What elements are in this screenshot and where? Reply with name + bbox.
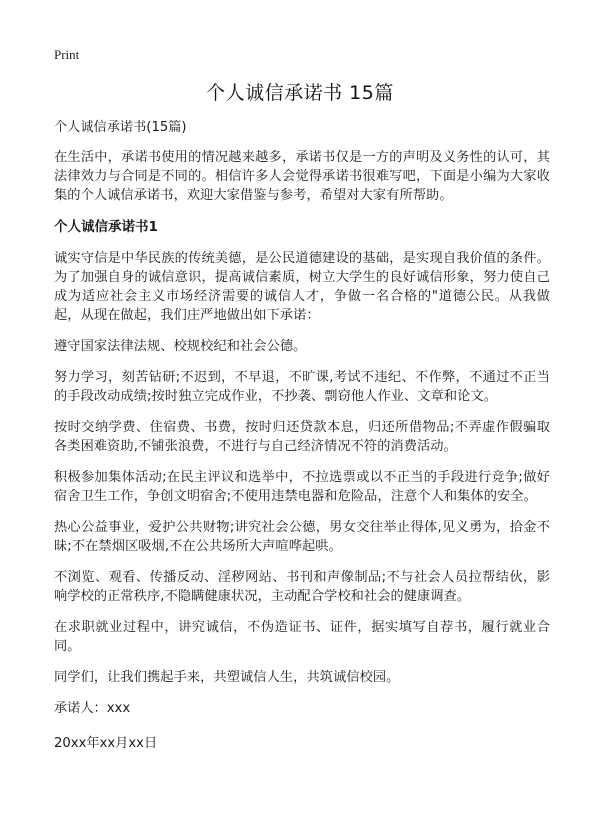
document-body	[54, 119, 550, 769]
intro-paragraph: 在生活中，承诺书使用的情况越来越多，承诺书仅是一方的声明及义务性的认可，其法律效力与合同是不同的。相信许多人会觉得承诺书很难写吧，下面是小编为大家收集的个人诚信承诺书，欢迎大家借鉴与参考，希望对大家有所帮助。	[54, 150, 550, 203]
document-subtitle: 个人诚信承诺书(15篇)	[54, 120, 187, 135]
body-paragraph: 按时交纳学费、住宿费、书费，按时归还贷款本息，归还所借物品;不弄虚作假骗取各类困难资助,不铺张浪费，不进行与自己经济情况不符的消费活动。	[54, 420, 550, 454]
body-paragraph: 诚实守信是中华民族的传统美德，是公民道德建设的基础，是实现自我价值的条件。为了加强自身的诚信意识，提高诚信素质，树立大学生的良好诚信形象，努力使自己成为适应社会主义市场经济需要的诚信人才，争做一名合格的"道德公民。从我做起，从现在做起，我们庄严地做出如下承诺：	[54, 251, 550, 323]
body-paragraph: 同学们，让我们携起手来，共塑诚信人生，共筑诚信校园。	[54, 670, 400, 685]
body-paragraph: 遵守国家法律法规、校规校纪和社会公德。	[54, 339, 307, 354]
body-paragraph: 努力学习，刻苦钻研;不迟到，不早退，不旷课,考试不违纪、不作弊，不通过不正当的手段改动成绩;按时独立完成作业，不抄袭、剽窃他人作业、文章和论文。	[54, 370, 550, 404]
body-paragraph: 不浏览、观看、传播反动、淫秽网站、书刊和声像制品;不与社会人员拉帮结伙，影响学校的正常秩序,不隐瞒健康状况，主动配合学校和社会的健康调查。	[54, 570, 550, 604]
date-line: 20xx年xx月xx日	[54, 736, 158, 751]
page-title: 个人诚信承诺书 15篇	[206, 82, 394, 104]
section-heading: 个人诚信承诺书1	[54, 219, 158, 235]
body-paragraph: 在求职就业过程中，讲究诚信，不伪造证书、证件，据实填写自荐书，履行就业合同。	[54, 620, 550, 654]
signer-line: 承诺人：xxx	[54, 701, 131, 716]
body-paragraph: 热心公益事业，爱护公共财物;讲究社会公德，男女交往举止得体,见义勇为，拾金不昧;不在禁烟区吸烟,不在公共场所大声喧哗起哄。	[54, 520, 550, 554]
print-label[interactable]: Print	[54, 47, 80, 62]
body-paragraph: 积极参加集体活动;在民主评议和选举中，不拉选票或以不正当的手段进行竞争;做好宿舍卫生工作，争创文明宿舍;不使用违禁电器和危险品，注意个人和集体的安全。	[54, 470, 550, 504]
